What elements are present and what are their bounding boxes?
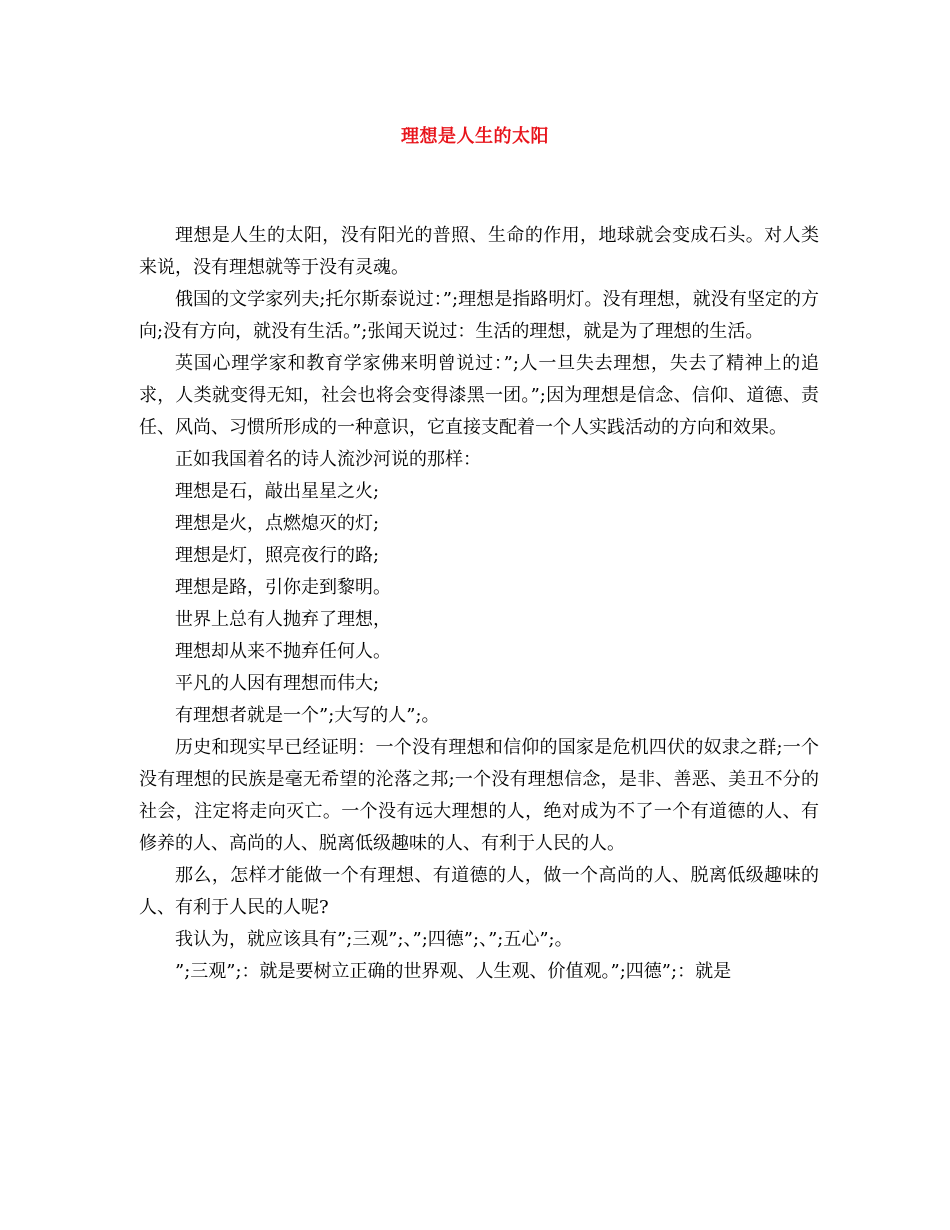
poem-line: 有理想者就是一个”;大写的人”;。 (175, 705, 440, 726)
paragraph: 那么，怎样才能做一个有理想、有道德的人，做一个高尚的人、脱离低级趣味的人、有利于人民的人呢? (139, 865, 819, 918)
poem-line: 理想是石，敲出星星之火; (175, 481, 380, 502)
poem-line: 世界上总有人抛弃了理想， (175, 609, 391, 630)
poem-line: 理想是灯，照亮夜行的路; (175, 545, 380, 566)
paragraph: ”;三观”;：就是要树立正确的世界观、人生观、价值观。”;四德”;：就是 (175, 961, 732, 982)
paragraph: 正如我国着名的诗人流沙河说的那样： (175, 449, 481, 470)
poem-line: 平凡的人因有理想而伟大; (175, 673, 380, 694)
paragraph: 理想是人生的太阳，没有阳光的普照、生命的作用，地球就会变成石头。对人类来说，没有理想就等于没有灵魂。 (139, 225, 819, 278)
paragraph: 我认为，就应该具有”;三观”;、”;四德”;、”;五心”;。 (175, 929, 573, 950)
paragraph: 俄国的文学家列夫;托尔斯泰说过：”;理想是指路明灯。没有理想，就没有坚定的方向;没有方向，就没有生活。”;张闻天说过：生活的理想，就是为了理想的生活。 (139, 289, 819, 342)
paragraph: 历史和现实早已经证明：一个没有理想和信仰的国家是危机四伏的奴隶之群;一个没有理想的民族是毫无希望的沦落之邦;一个没有理想信念，是非、善恶、美丑不分的社会，注定将走向灭亡。一个没有远大理想的人，绝对成为不了一个有道德的人、有修养的人、高尚的人、脱离低级趣味的人、有利于人民的人。 (139, 737, 819, 854)
document-title: 理想是人生的太阳 (401, 126, 549, 147)
poem-line: 理想是火，点燃熄灭的灯; (175, 513, 380, 534)
poem-line: 理想是路，引你走到黎明。 (175, 577, 391, 598)
poem-line: 理想却从来不抛弃任何人。 (175, 641, 391, 662)
paragraph: 英国心理学家和教育学家佛来明曾说过：”;人一旦失去理想，失去了精神上的追求，人类就变得无知，社会也将会变得漆黑一团。”;因为理想是信念、信仰、道德、责任、风尚、习惯所形成的一种意识，它直接支配着一个人实践活动的方向和效果。 (139, 353, 819, 438)
document-body (139, 220, 819, 988)
